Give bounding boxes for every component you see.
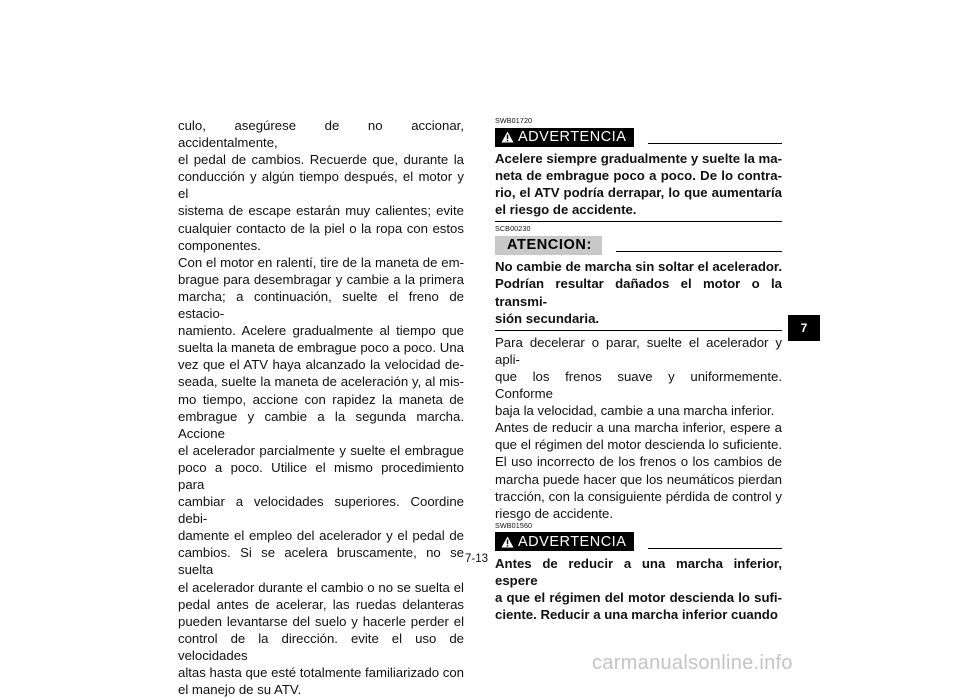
- text-line: a que el régimen del motor descienda lo sufi-: [495, 589, 782, 605]
- watermark: carmanualsonline.info: [592, 652, 793, 674]
- text-line: altas hasta que esté totalmente familiarizado con: [178, 665, 464, 680]
- text-line: Podrían resultar dañados el motor o la transmi-: [495, 276, 782, 309]
- warning-header: [495, 531, 782, 553]
- caution-end-rule: [495, 330, 782, 331]
- text-line: el acelerador durante el cambio o no se suelta el: [178, 579, 464, 595]
- text-line: rio, el ATV podría derrapar, lo que aumentaría: [495, 185, 782, 201]
- text-line: namiento. Acelere gradualmente al tiempo que: [178, 323, 464, 339]
- text-line: suelta la maneta de embrague poco a poco. Una: [178, 340, 464, 356]
- left-column: [178, 117, 464, 698]
- warning-code: SWB01720: [495, 116, 533, 125]
- text-line: mo tiempo, accione con rapidez la maneta de: [178, 391, 464, 407]
- text-line: cambios. Si se acelera bruscamente, no se suelta: [178, 545, 464, 578]
- warning-header: [495, 126, 782, 148]
- chapter-tab: 7: [788, 315, 820, 341]
- text-line: seada, suelte la maneta de aceleración y, al mis-: [178, 374, 464, 390]
- text-line: sistema de escape estarán muy calientes; evite: [178, 203, 464, 219]
- text-line: pedal antes de acelerar, las ruedas delanteras: [178, 596, 464, 612]
- text-line: baja la velocidad, cambie a una marcha inferior.: [495, 403, 775, 419]
- warning-triangle-icon: [501, 536, 514, 548]
- text-line: que los frenos suave y uniformemente. Conforme: [495, 368, 782, 402]
- text-line: el pedal de cambios. Recuerde que, durante la: [178, 152, 464, 168]
- text-line: ciente. Reducir a una marcha inferior cuando: [495, 607, 778, 623]
- text-line: riesgo de accidente.: [495, 505, 614, 521]
- text-line: marcha; a continuación, suelte el freno de estacio-: [178, 288, 464, 322]
- caution-header: [495, 234, 782, 256]
- text-line: poco a poco. Utilice el mismo procedimiento para: [178, 459, 464, 492]
- text-line: Antes de reducir a una marcha inferior, espere: [495, 555, 782, 588]
- warning-block-2: [495, 522, 782, 623]
- caution-code: SCB00230: [495, 224, 531, 234]
- warning-code: SWB01560: [495, 520, 533, 530]
- caution-label: ATENCION:: [507, 237, 592, 254]
- warning-label: ADVERTENCIA: [518, 129, 627, 145]
- decelerate-paragraph: [495, 334, 782, 522]
- text-line: El uso incorrecto de los frenos o los cambios de: [495, 454, 782, 470]
- text-line: el manejo de su ATV.: [178, 682, 302, 698]
- text-line: Antes de reducir a una marcha inferior, espere a: [495, 420, 782, 436]
- text-line: Acelere siempre gradualmente y suelte la ma-: [495, 151, 782, 166]
- header-rule: [648, 143, 782, 144]
- text-line: cambiar a velocidades superiores. Coordine debi-: [178, 494, 464, 527]
- right-column: [495, 117, 782, 623]
- text-line: tracción, con la consiguiente pérdida de control y: [495, 488, 782, 504]
- text-line: neta de embrague poco a poco. De lo contra-: [495, 168, 782, 184]
- header-rule: [648, 548, 782, 549]
- page-number: 7-13: [465, 553, 489, 565]
- warning-label-box: [495, 532, 634, 551]
- warning-triangle-icon: [501, 131, 514, 143]
- text-line: No cambie de marcha sin soltar el acelerador.: [495, 259, 782, 275]
- caution-label-box: [495, 236, 602, 255]
- text-line: conducción y algún tiempo después, el motor y el: [178, 169, 464, 202]
- text-line: control de la dirección. evite el uso de velocidades: [178, 630, 464, 663]
- text-line: cualquier contacto de la piel o la ropa con estos: [178, 220, 464, 236]
- text-line: culo, asegúrese de no accionar, accidentalmente,: [178, 118, 464, 151]
- text-line: sión secundaria.: [495, 310, 600, 326]
- left-paragraph: [178, 117, 464, 698]
- text-line: vez que el ATV haya alcanzado la velocidad de-: [178, 357, 464, 373]
- text-line: brague para desembragar y cambie a la primera: [178, 271, 464, 287]
- caution-block: [495, 225, 782, 330]
- warning-block-1: [495, 117, 782, 222]
- text-line: marcha puede hacer que los neumáticos pierdan: [495, 471, 782, 487]
- text-line: que el régimen del motor descienda lo suficiente.: [495, 437, 782, 453]
- warning-text: [495, 555, 782, 623]
- warning-text: [495, 150, 782, 218]
- header-rule: [616, 251, 782, 252]
- warning-end-rule: [495, 221, 782, 222]
- text-line: pueden levantarse del suelo y hacerle perder el: [178, 613, 464, 629]
- text-line: damente el empleo del acelerador y el pedal de: [178, 528, 464, 544]
- warning-label-box: [495, 128, 634, 147]
- text-line: el riesgo de accidente.: [495, 202, 637, 218]
- warning-label: ADVERTENCIA: [518, 533, 627, 550]
- caution-text: [495, 258, 782, 326]
- text-line: componentes.: [178, 237, 261, 253]
- text-line: Con el motor en ralentí, tire de la maneta de em-: [178, 254, 464, 270]
- text-line: Para decelerar o parar, suelte el acelerador y apli-: [495, 334, 782, 367]
- text-line: embrague y cambie a la segunda marcha. Accione: [178, 408, 464, 441]
- text-line: el acelerador parcialmente y suelte el embrague: [178, 442, 464, 458]
